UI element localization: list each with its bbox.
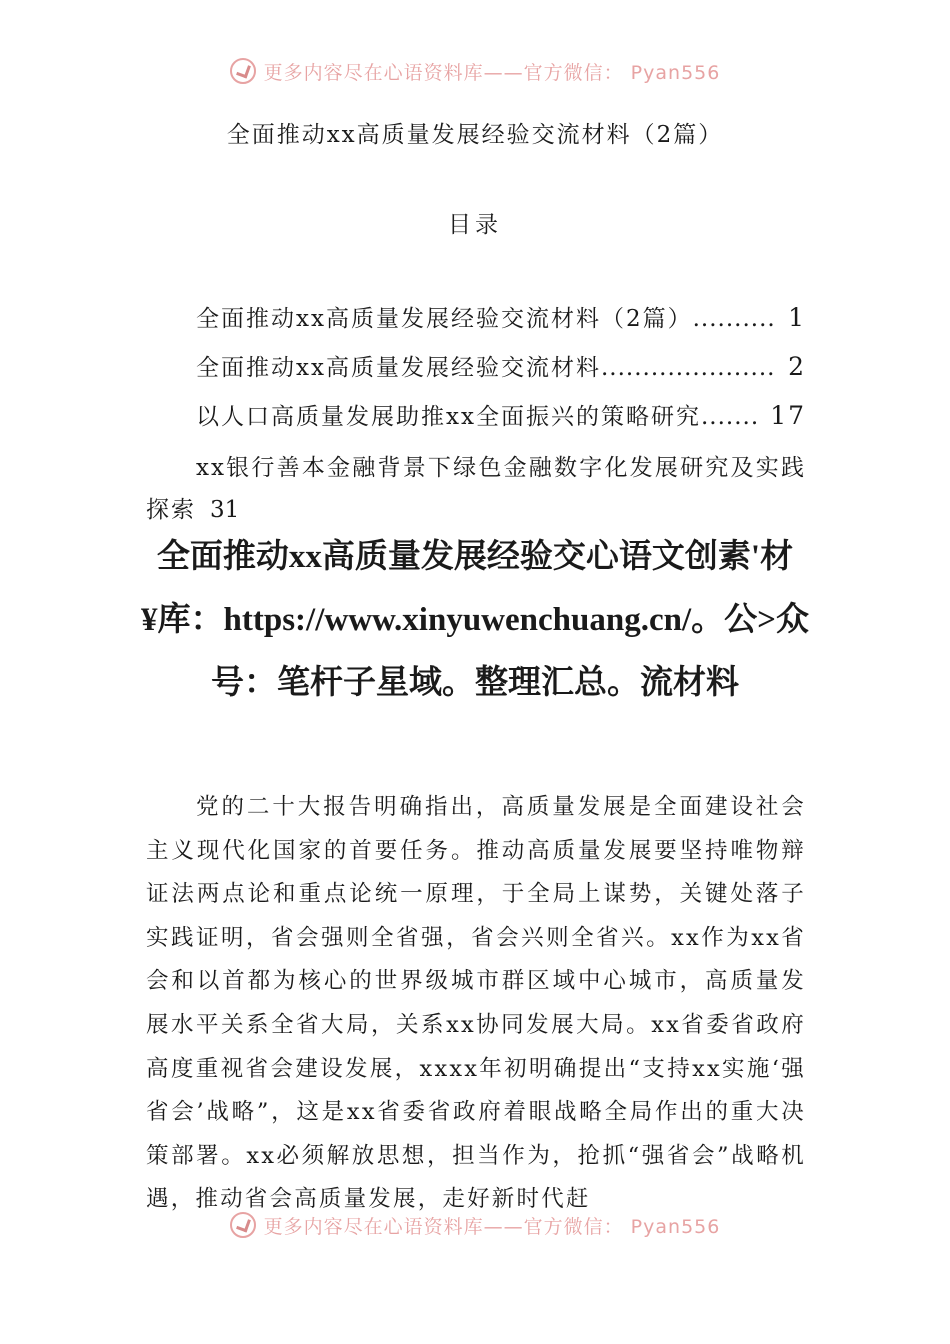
toc-entry-title: 全面推动xx高质量发展经验交流材料（2篇） [196,306,693,332]
toc-entry[interactable] [146,447,806,531]
watermark-logo-icon [230,1212,256,1238]
body-paragraph: 党的二十大报告明确指出，高质量发展是全面建设社会主义现代化国家的首要任务。推动高质量发展要坚持唯物辩证法两点论和重点论统一原理，于全局上谋势，关键处落子实践证明，省会强则全省强，省会兴则全省兴。xx作为xx省会和以首都为核心的世界级城市群区域中心城市，高质量发展水平关系全省大局，关系xx协同发展大局。xx省委省政府高度重视省会建设发展，xxxx年初明确提出“支持xx实施‘强省会’战略”，这是xx省委省政府着眼战略全局作出的重大决策部署。xx必须解放思想，担当作为，抢抓“强省会”战略机遇，推动省会高质量发展，走好新时代赶 [146,794,806,1213]
toc-entry-title: xx银行善本金融背景下绿色金融数字化发展研究及实践探索 [146,455,806,523]
watermark-bottom [0,1208,950,1242]
watermark-text: 更多内容尽在心语资料库——官方微信： Pyan556 [263,1215,721,1238]
toc-entry-title: 全面推动xx高质量发展经验交流材料 [196,355,601,381]
watermark-text: 更多内容尽在心语资料库——官方微信： Pyan556 [263,61,721,84]
toc-page-number: 17 [770,401,806,430]
table-of-contents [146,300,806,531]
toc-entry[interactable] [146,398,806,447]
toc-heading: 目录 [448,212,502,238]
toc-entry[interactable] [146,349,806,398]
watermark-logo-icon [230,58,256,84]
document-title: 全面推动xx高质量发展经验交流材料（2篇） [226,122,724,148]
watermark-top [0,54,950,88]
section-title: 全面推动xx高质量发展经验交心语文创素'材¥库：https://www.xinyuwenchuang.cn/。公>众号：笔杆子星域。整理汇总。流材料 [141,539,809,701]
toc-page-number: 2 [788,352,806,381]
toc-leader-dots: .......... [692,306,776,332]
toc-leader-dots: ..................... [600,355,776,381]
toc-page-number: 31 [210,497,240,523]
toc-entry[interactable] [146,300,806,349]
toc-page-number: 1 [788,303,806,332]
toc-entry-title: 以人口高质量发展助推xx全面振兴的策略研究 [196,404,701,430]
toc-leader-dots: ....... [700,404,760,430]
